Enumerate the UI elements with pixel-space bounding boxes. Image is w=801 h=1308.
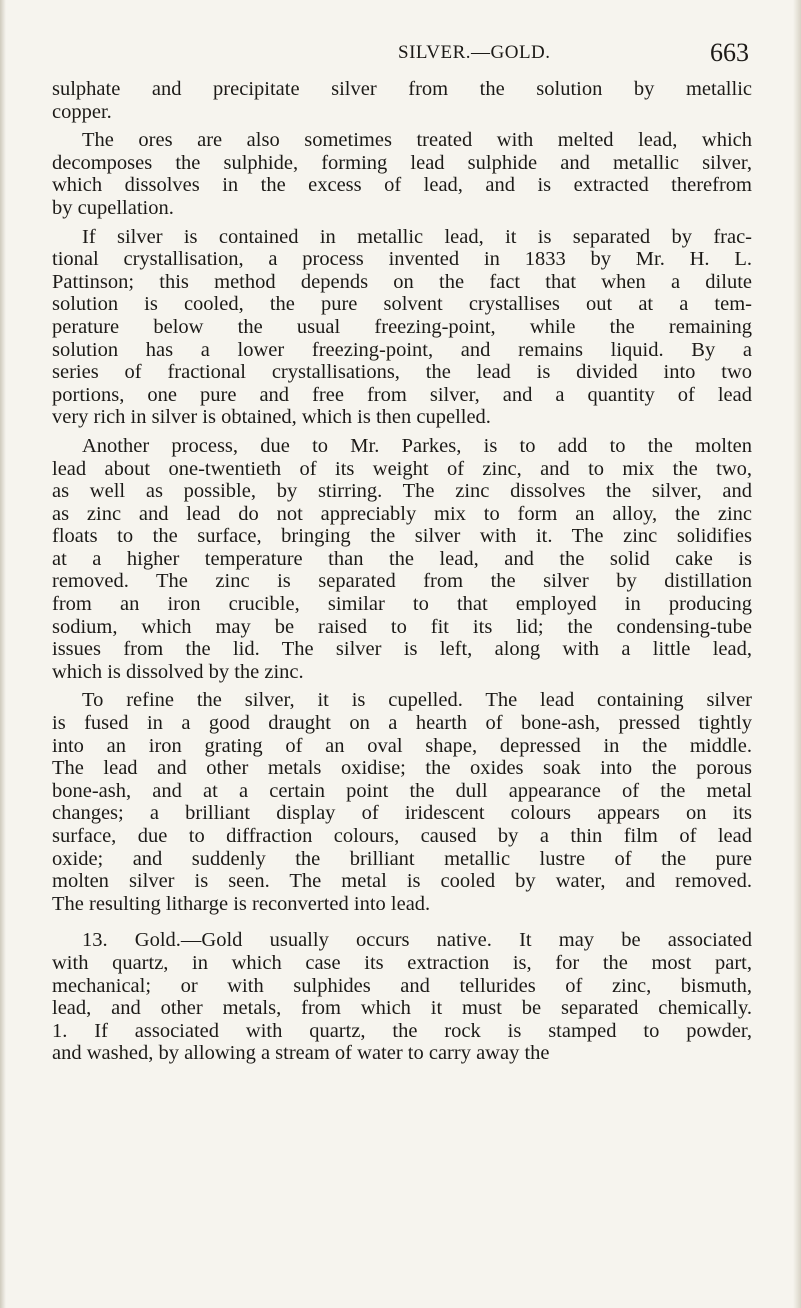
text-line: Another process, due to Mr. Parkes, is to add to the molten: [82, 434, 752, 457]
paragraph: [52, 689, 752, 915]
paragraph: [52, 435, 752, 684]
text-line: solution is cooled, the pure solvent crystallises out at a tem-: [52, 293, 752, 316]
text-line: series of fractional crystallisations, the lead is divided into two: [52, 361, 752, 384]
text-line: copper.: [52, 100, 112, 123]
body-text: [52, 78, 752, 1071]
running-title: SILVER.—GOLD.: [398, 42, 551, 63]
text-line: oxide; and suddenly the brilliant metallic lustre of the pure: [52, 847, 752, 870]
text-line: perature below the usual freezing-point, while the remaining: [52, 315, 752, 338]
text-line: lead about one-twentieth of its weight of zinc, and to mix the two,: [52, 457, 752, 480]
text-line: decomposes the sulphide, forming lead sulphide and metallic silver,: [52, 151, 752, 174]
text-line: sulphate and precipitate silver from the solution by metallic: [52, 78, 752, 100]
text-line: The resulting litharge is reconverted into lead.: [52, 892, 431, 915]
text-line: at a higher temperature than the lead, and the solid cake is: [52, 547, 752, 570]
text-line: as well as possible, by stirring. The zinc dissolves the silver, and: [52, 480, 752, 503]
text-line: as zinc and lead do not appreciably mix to form an alloy, the zinc: [52, 502, 752, 525]
text-line: and washed, by allowing a stream of water to carry away the: [52, 1042, 550, 1065]
text-line: molten silver is seen. The metal is cooled by water, and removed.: [52, 870, 752, 893]
text-line: which dissolves in the excess of lead, and is extracted therefrom: [52, 174, 752, 197]
text-line: lead, and other metals, from which it must be separated chemically.: [52, 997, 752, 1020]
text-line: solution has a lower freezing-point, and remains liquid. By a: [52, 338, 752, 361]
text-line: To refine the silver, it is cupelled. The lead containing silver: [82, 689, 752, 712]
text-line: 1. If associated with quartz, the rock is stamped to powder,: [52, 1019, 752, 1042]
text-line: If silver is contained in metallic lead, it is separated by frac-: [82, 225, 752, 248]
text-line: floats to the surface, bringing the silver with it. The zinc solidifies: [52, 525, 752, 548]
text-line: 13. Gold.—Gold usually occurs native. It may be associated: [82, 929, 752, 952]
text-line: from an iron crucible, similar to that employed in producing: [52, 593, 752, 616]
paragraph: [52, 129, 752, 219]
text-line: Pattinson; this method depends on the fact that when a dilute: [52, 270, 752, 293]
text-line: mechanical; or with sulphides and tellurides of zinc, bismuth,: [52, 974, 752, 997]
text-line: changes; a brilliant display of iridescent colours appears on its: [52, 802, 752, 825]
page-number: 663: [710, 38, 749, 67]
text-line: bone-ash, and at a certain point the dull appearance of the metal: [52, 779, 752, 802]
text-line: removed. The zinc is separated from the silver by distillation: [52, 570, 752, 593]
text-line: tional crystallisation, a process invented in 1833 by Mr. H. L.: [52, 248, 752, 271]
text-line: into an iron grating of an oval shape, depressed in the middle.: [52, 734, 752, 757]
text-line: with quartz, in which case its extraction is, for the most part,: [52, 951, 752, 974]
paragraph: [52, 226, 752, 429]
paragraph-gap: [52, 1065, 752, 1071]
text-line: The lead and other metals oxidise; the oxides soak into the porous: [52, 757, 752, 780]
page-right-shadow: [793, 0, 801, 1308]
text-line: issues from the lid. The silver is left, along with a little lead,: [52, 638, 752, 661]
paragraph: [52, 78, 752, 123]
text-line: The ores are also sometimes treated with melted lead, which: [82, 129, 752, 152]
text-line: sodium, which may be raised to fit its lid; the condensing-tube: [52, 615, 752, 638]
text-line: portions, one pure and free from silver, and a quantity of lead: [52, 383, 752, 406]
paragraph: [52, 929, 752, 1065]
section-gap: [52, 915, 752, 929]
text-line: is fused in a good draught on a hearth of bone-ash, pressed tightly: [52, 712, 752, 735]
text-line: surface, due to diffraction colours, caused by a thin film of lead: [52, 825, 752, 847]
text-line: which is dissolved by the zinc.: [52, 660, 304, 683]
text-line: very rich in silver is obtained, which is then cupelled.: [52, 406, 491, 429]
page-left-shadow: [0, 0, 6, 1308]
text-line: by cupellation.: [52, 196, 174, 219]
